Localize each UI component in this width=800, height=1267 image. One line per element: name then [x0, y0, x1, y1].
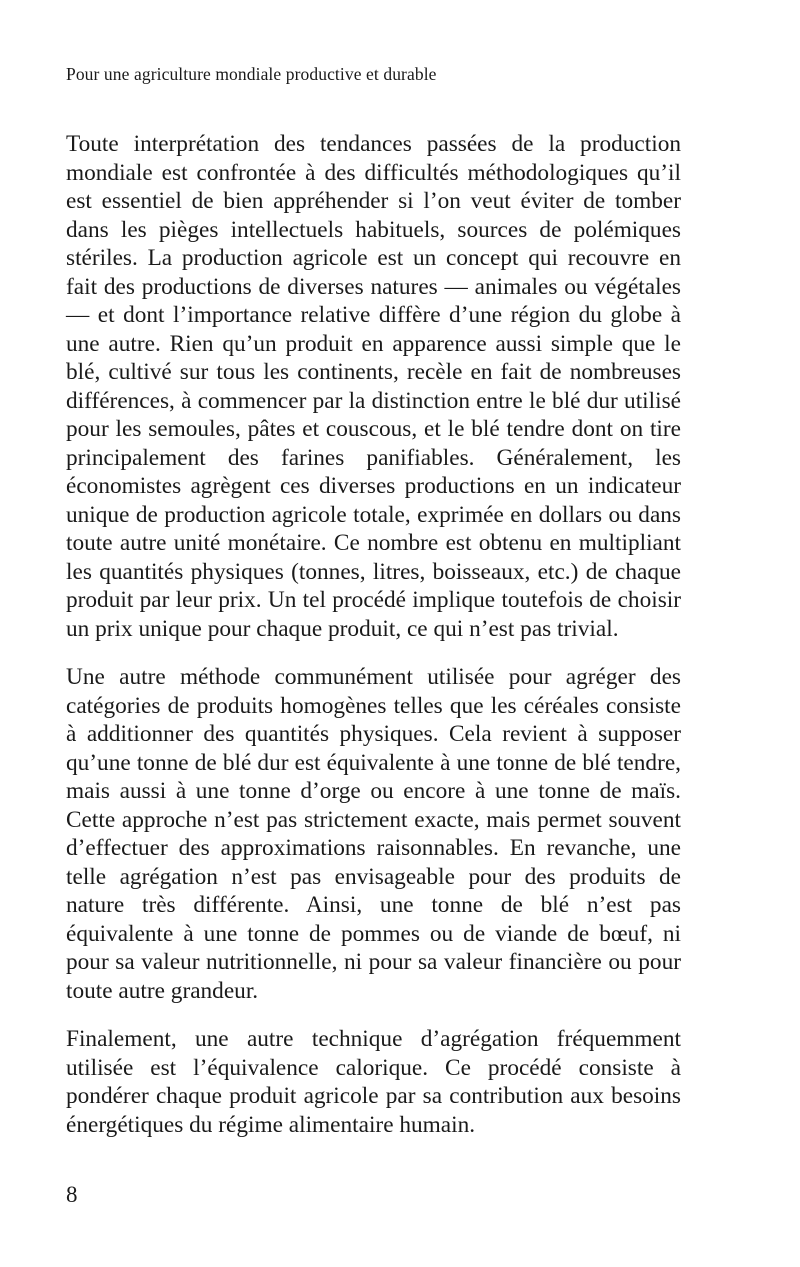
body-text — [66, 130, 681, 1139]
paragraph-2: Une autre méthode communément utilisée pour agréger des catégories de produits homogènes telles que les céréales consiste à additionner des quantités physiques. Cela revient à supposer qu’une tonne de blé dur est équivalente à une tonne de blé tendre, mais aussi à une tonne d’orge ou encore à une tonne de maïs. Cette approche n’est pas strictement exacte, mais permet souvent d’effectuer des approximations raisonnables. En revanche, une telle agrégation n’est pas envisageable pour des produits de nature très différente. Ainsi, une tonne de blé n’est pas équivalente à une tonne de pommes ou de viande de bœuf, ni pour sa valeur nutritionnelle, ni pour sa valeur financière ou pour toute autre grandeur. — [66, 664, 681, 1004]
running-header: Pour une agriculture mondiale productive et durable — [66, 64, 437, 84]
paragraph-1: Toute interprétation des tendances passées de la production mondiale est confrontée à des difficultés méthodologiques qu’il est essentiel de bien appréhender si l’on veut éviter de tomber dans les pièges intellectuels habituels, sources de polémiques stériles. La production agricole est un concept qui recouvre en fait des productions de diverses natures — animales ou végétales — et dont l’importance relative diffère d’une région du globe à une autre. Rien qu’un produit en apparence aussi simple que le blé, cultivé sur tous les continents, recèle en fait de nombreuses différences, à commencer par la distinction entre le blé dur utilisé pour les semoules, pâtes et couscous, et le blé tendre dont on tire principalement des farines panifiables. Généralement, les économistes agrègent ces diverses productions en un indicateur unique de production agricole totale, exprimée en dollars ou dans toute autre unité monétaire. Ce nombre est obtenu en multipliant les quantités physiques (tonnes, litres, boisseaux, etc.) de chaque produit par leur prix. Un tel procédé implique toutefois de choisir un prix unique pour chaque produit, ce qui n’est pas trivial. — [66, 131, 681, 642]
page-number: 8 — [66, 1182, 78, 1207]
paragraph-3: Finalement, une autre technique d’agrégation fréquemment utilisée est l’équivalence calorique. Ce procédé consiste à pondérer chaque produit agricole par sa contribution aux besoins énergétiques du régime alimentaire humain. — [66, 1026, 681, 1138]
